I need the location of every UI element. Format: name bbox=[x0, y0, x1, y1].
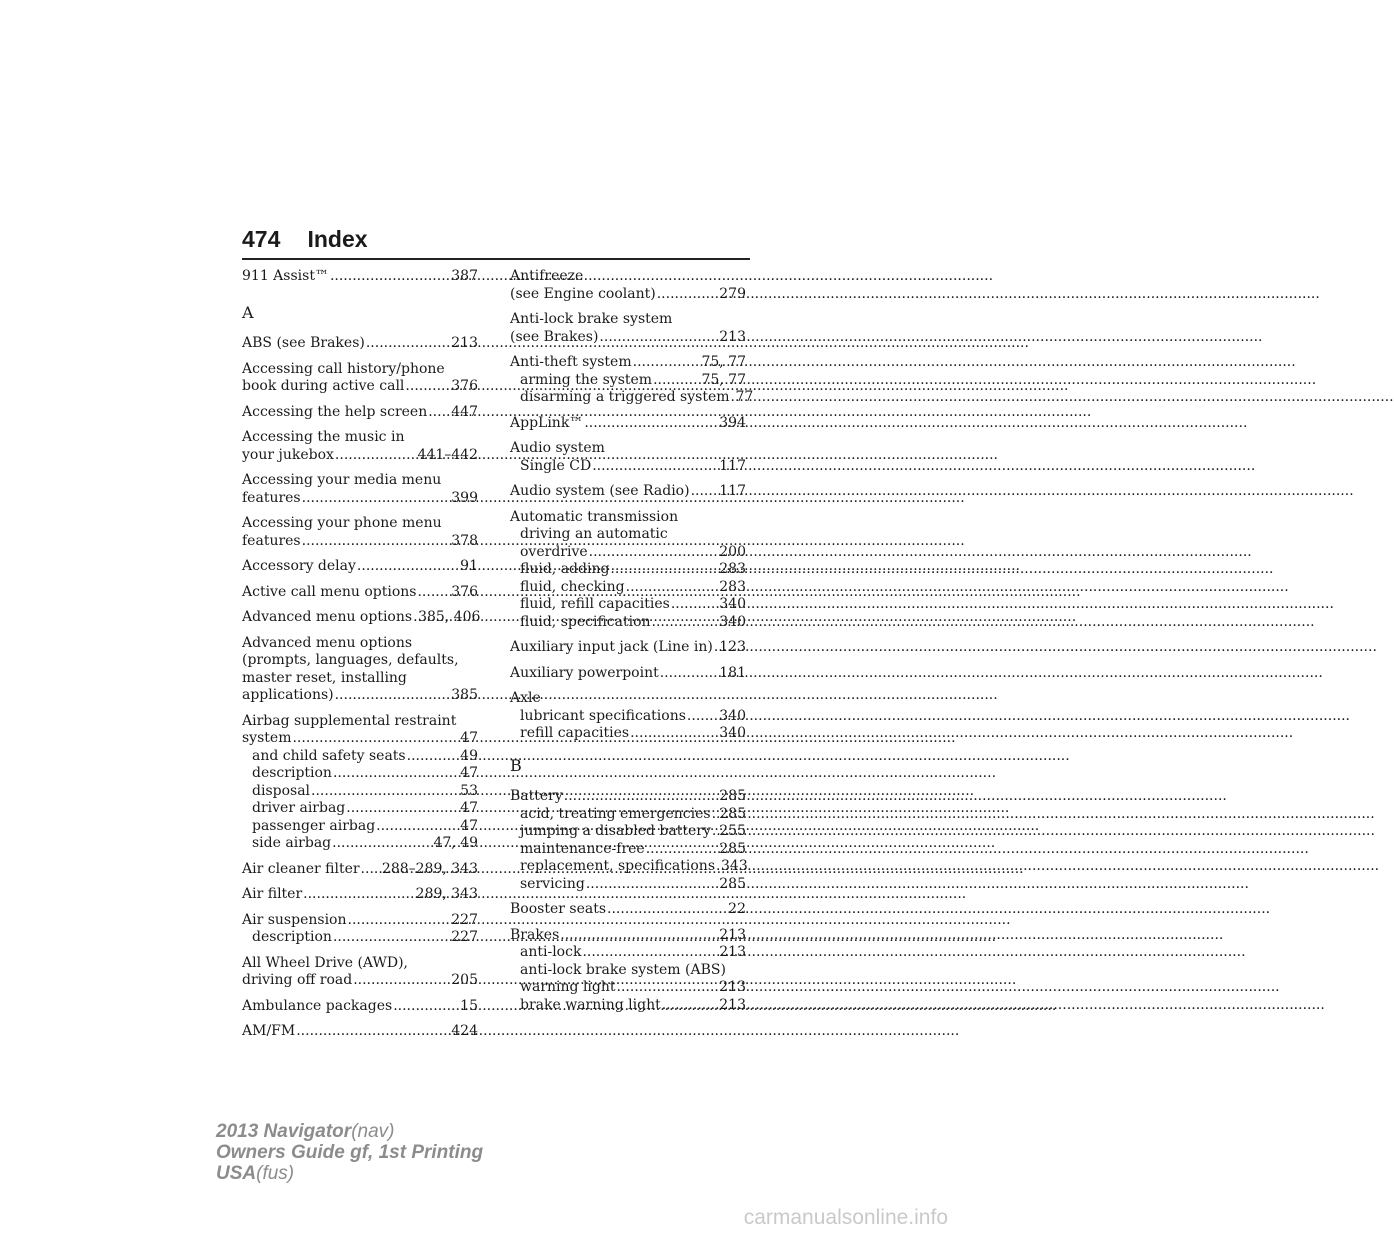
watermark: carmanualsonline.info bbox=[743, 1206, 948, 1229]
entry-text: Brakes bbox=[510, 926, 560, 943]
page-reference: 75, 77 bbox=[701, 371, 746, 388]
page-reference: 385, 406 bbox=[418, 609, 481, 625]
index-subentry-line bbox=[510, 708, 746, 726]
index-entry-line bbox=[510, 788, 746, 806]
entry-text: fluid, checking bbox=[520, 578, 625, 595]
index-subentry-line bbox=[242, 929, 478, 947]
index-entry bbox=[242, 335, 478, 353]
dot-leader bbox=[335, 687, 451, 705]
page-reference: 213 bbox=[719, 944, 746, 960]
index-subentry-line bbox=[510, 962, 746, 980]
index-entry bbox=[242, 584, 478, 602]
page-reference: 22 bbox=[728, 901, 746, 917]
entry-text: fluid, specification bbox=[520, 613, 651, 630]
index-entry bbox=[510, 665, 746, 683]
index-entry-line bbox=[510, 329, 746, 347]
index-entry bbox=[242, 609, 481, 627]
dot-leader bbox=[607, 901, 727, 919]
entry-text: side airbag bbox=[252, 835, 332, 851]
index-entry bbox=[510, 901, 746, 919]
entry-text: your jukebox bbox=[242, 446, 334, 463]
index-entry bbox=[510, 927, 746, 1015]
index-entry-line bbox=[510, 440, 746, 458]
index-entry-line bbox=[510, 354, 746, 372]
entry-text: book during active call bbox=[242, 378, 405, 394]
index-entry-line bbox=[510, 415, 746, 433]
dot-leader bbox=[292, 730, 459, 748]
index-entry bbox=[242, 886, 478, 904]
entry-text: passenger airbag bbox=[252, 817, 376, 834]
dot-leader bbox=[716, 858, 720, 876]
entry-text: Accessing call history/phone bbox=[242, 360, 445, 377]
index-subentry-line bbox=[510, 823, 746, 841]
index-entry bbox=[242, 404, 478, 422]
entry-text: AM/FM bbox=[242, 1023, 296, 1039]
page-reference: 279 bbox=[719, 285, 746, 302]
index-entry-line bbox=[510, 483, 746, 501]
dot-leader bbox=[366, 335, 450, 353]
index-column-left bbox=[242, 268, 481, 1049]
dot-leader bbox=[311, 783, 459, 801]
index-entry-line bbox=[242, 670, 478, 688]
dot-leader bbox=[586, 876, 718, 894]
entry-text: Auxiliary powerpoint bbox=[510, 664, 659, 681]
page-reference: 441–442 bbox=[417, 446, 478, 463]
dot-leader bbox=[653, 372, 700, 390]
entry-text: Auxiliary input jack (Line in) bbox=[510, 639, 713, 655]
dot-leader bbox=[712, 806, 719, 824]
index-entry-line bbox=[510, 927, 746, 945]
index-entry bbox=[242, 713, 478, 853]
entry-text: Battery bbox=[510, 788, 563, 804]
index-subentry-line bbox=[510, 725, 746, 743]
index-entry-line bbox=[242, 378, 478, 396]
dot-leader bbox=[330, 268, 450, 286]
dot-leader bbox=[657, 286, 719, 304]
page-header bbox=[242, 226, 750, 253]
page-reference: 343 bbox=[721, 858, 748, 874]
dot-leader bbox=[428, 404, 450, 422]
index-subentry-line bbox=[242, 800, 478, 818]
index-entry bbox=[510, 690, 746, 743]
page-reference: 227 bbox=[451, 911, 478, 928]
page-reference: 285 bbox=[719, 840, 746, 857]
entry-text: description bbox=[252, 929, 332, 945]
index-entry bbox=[510, 311, 746, 346]
entry-text: jumping a disabled battery bbox=[520, 823, 711, 839]
entry-text: warning light bbox=[520, 979, 616, 995]
entry-text: servicing bbox=[520, 875, 585, 892]
index-entry bbox=[510, 483, 746, 501]
page-reference: 47, 49 bbox=[433, 835, 478, 851]
dot-leader bbox=[348, 912, 451, 930]
page-reference: 117 bbox=[719, 483, 746, 499]
entry-text: Air suspension bbox=[242, 911, 347, 928]
index-entry-line bbox=[510, 286, 746, 304]
dot-leader bbox=[302, 533, 451, 551]
index-entry bbox=[510, 440, 746, 475]
index-entry bbox=[242, 998, 478, 1016]
entry-text: Accessing the music in bbox=[242, 429, 405, 445]
index-entry-line bbox=[242, 1023, 478, 1041]
index-entry bbox=[510, 639, 746, 657]
index-entry bbox=[242, 635, 478, 705]
index-entry-line bbox=[242, 268, 478, 286]
page-reference: 387 bbox=[451, 268, 478, 284]
entry-text: (see Brakes) bbox=[510, 328, 599, 345]
dot-leader bbox=[626, 579, 719, 597]
index-entry bbox=[242, 558, 478, 576]
index-entry-line bbox=[510, 690, 746, 708]
index-entry-line bbox=[242, 515, 478, 533]
entry-text: fluid, refill capacities bbox=[520, 596, 670, 612]
entry-text: Accessing your media menu bbox=[242, 472, 442, 488]
index-subentry-line bbox=[242, 765, 478, 783]
entry-text: Advanced menu options bbox=[242, 634, 413, 651]
entry-text: Audio system (see Radio) bbox=[510, 483, 690, 499]
entry-text: Accessing your phone menu bbox=[242, 515, 442, 531]
page-reference: 123 bbox=[719, 639, 746, 655]
entry-text: features bbox=[242, 532, 301, 549]
page-title: Index bbox=[307, 226, 368, 252]
index-entry-line bbox=[242, 861, 478, 879]
entry-text: disposal bbox=[252, 782, 311, 799]
page-reference: 47 bbox=[460, 765, 478, 781]
entry-text: (see Engine coolant) bbox=[510, 285, 656, 302]
entry-text: Ambulance packages bbox=[242, 997, 393, 1014]
index-entry bbox=[510, 415, 746, 433]
page-reference: 283 bbox=[719, 578, 746, 595]
index-entry-line bbox=[242, 472, 478, 490]
page-reference: 376 bbox=[451, 583, 478, 600]
index-subentry-line bbox=[510, 561, 746, 579]
entry-text: Accessory delay bbox=[242, 558, 356, 574]
index-entry-line bbox=[510, 665, 746, 683]
index-entry-line bbox=[242, 361, 478, 379]
page-reference: 285 bbox=[719, 788, 746, 804]
index-entry-line bbox=[242, 533, 478, 551]
index-entry-line bbox=[242, 584, 478, 602]
dot-leader bbox=[413, 609, 417, 627]
entry-text: features bbox=[242, 489, 301, 506]
dot-leader bbox=[610, 561, 718, 579]
dot-leader bbox=[335, 447, 417, 465]
dot-leader bbox=[662, 997, 719, 1015]
dot-leader bbox=[302, 490, 451, 508]
index-subentry-line bbox=[510, 841, 746, 859]
dot-leader bbox=[660, 665, 719, 683]
dot-leader bbox=[393, 998, 459, 1016]
entry-text: maintenance-free bbox=[520, 840, 645, 857]
page-reference: 285 bbox=[719, 875, 746, 892]
index-entry-line bbox=[242, 972, 478, 990]
index-subentry-line bbox=[510, 596, 746, 614]
index-entry-line bbox=[242, 730, 478, 748]
entry-text: brake warning light bbox=[520, 996, 661, 1013]
entry-text: refill capacities bbox=[520, 725, 630, 741]
section-letter: B bbox=[510, 755, 522, 775]
index-subentry-line bbox=[510, 944, 746, 962]
page-reference: 447 bbox=[451, 403, 478, 420]
page-reference: 15 bbox=[460, 997, 478, 1014]
page-reference: 205 bbox=[451, 972, 478, 988]
entry-text: acid, treating emergencies bbox=[520, 805, 711, 822]
index-column-right bbox=[510, 268, 754, 1022]
index-entry-line bbox=[510, 901, 746, 919]
page-reference: 47 bbox=[460, 730, 478, 746]
index-subentry-line bbox=[510, 858, 746, 876]
index-subentry-line bbox=[242, 783, 478, 801]
page-reference: 181 bbox=[719, 664, 746, 681]
dot-leader bbox=[589, 544, 719, 562]
index-entry bbox=[242, 515, 478, 550]
dot-leader bbox=[731, 389, 735, 407]
entry-text: Booster seats bbox=[510, 901, 607, 917]
page-reference: 91 bbox=[460, 558, 478, 574]
index-subentry-line bbox=[510, 544, 746, 562]
index-entry-line bbox=[242, 912, 478, 930]
dot-leader bbox=[361, 861, 381, 879]
index-entry-line bbox=[242, 558, 478, 576]
page-reference: 213 bbox=[719, 979, 746, 995]
page-reference: 424 bbox=[451, 1023, 478, 1039]
dot-leader bbox=[633, 354, 701, 372]
index-entry-line bbox=[242, 886, 478, 904]
header-rule bbox=[242, 258, 750, 260]
index-entry bbox=[242, 955, 478, 990]
dot-leader bbox=[332, 835, 432, 853]
entry-text: driving an automatic bbox=[520, 526, 668, 542]
page-reference: 227 bbox=[451, 929, 478, 945]
footer-line-2: Owners Guide gf, 1st Printing bbox=[216, 1142, 484, 1163]
index-subentry-line bbox=[510, 876, 746, 894]
entry-text: Accessing the help screen bbox=[242, 403, 428, 420]
entry-text: ABS (see Brakes) bbox=[242, 335, 365, 351]
page-reference: 213 bbox=[719, 328, 746, 345]
index-subentry-line bbox=[510, 526, 746, 544]
index-entry bbox=[242, 429, 478, 464]
index-entry bbox=[510, 268, 746, 303]
index-entry-line bbox=[242, 335, 478, 353]
entry-text: Anti-lock brake system bbox=[510, 311, 673, 327]
index-subentry-line bbox=[510, 579, 746, 597]
dot-leader bbox=[405, 378, 450, 396]
entry-text: and child safety seats bbox=[252, 747, 406, 764]
page-reference: 213 bbox=[719, 926, 746, 943]
dot-leader bbox=[346, 800, 459, 818]
page-reference: 376 bbox=[451, 378, 478, 394]
dot-leader bbox=[417, 584, 450, 602]
page-reference: 340 bbox=[719, 707, 746, 724]
dot-leader bbox=[714, 639, 718, 657]
index-entry bbox=[242, 1023, 478, 1041]
entry-text: Audio system bbox=[510, 440, 605, 456]
dot-leader bbox=[599, 329, 718, 347]
index-subentry-line bbox=[242, 835, 478, 853]
entry-text: Axle bbox=[510, 690, 541, 706]
page-reference: 283 bbox=[719, 561, 746, 577]
page-reference: 53 bbox=[460, 782, 478, 799]
entry-text: master reset, installing bbox=[242, 669, 407, 686]
index-entry bbox=[510, 788, 746, 893]
index-subentry-line bbox=[242, 818, 478, 836]
dot-leader bbox=[564, 788, 718, 806]
index-subentry-line bbox=[510, 389, 754, 407]
entry-text: All Wheel Drive (AWD), bbox=[242, 954, 408, 971]
entry-text: driver airbag bbox=[252, 800, 346, 816]
entry-text: lubricant specifications bbox=[520, 707, 686, 724]
footer-line-1: 2013 Navigator(nav) bbox=[216, 1121, 395, 1142]
dot-leader bbox=[333, 929, 450, 947]
index-entry bbox=[242, 861, 478, 879]
index-entry bbox=[242, 268, 478, 286]
page-reference: 385 bbox=[451, 687, 478, 703]
entry-text: Active call menu options bbox=[242, 583, 417, 600]
page-reference: 75, 77 bbox=[701, 354, 746, 370]
page-reference: 340 bbox=[719, 725, 746, 741]
index-entry-line bbox=[242, 713, 478, 731]
entry-text: replacement, specifications bbox=[520, 858, 716, 874]
dot-leader bbox=[630, 725, 718, 743]
page-reference: 200 bbox=[719, 543, 746, 560]
entry-text: system bbox=[242, 730, 292, 746]
dot-leader bbox=[296, 1023, 450, 1041]
entry-text: disarming a triggered system bbox=[520, 389, 730, 405]
index-entry-line bbox=[242, 998, 478, 1016]
entry-text: (prompts, languages, defaults, bbox=[242, 652, 459, 668]
dot-leader bbox=[376, 818, 459, 836]
index-subentry-line bbox=[242, 748, 478, 766]
page-reference: 340 bbox=[719, 613, 746, 630]
index-entry-line bbox=[242, 447, 478, 465]
entry-text: fluid, adding bbox=[520, 561, 610, 577]
index-entry-line bbox=[242, 687, 478, 705]
page-reference: 47 bbox=[460, 800, 478, 816]
index-entry bbox=[510, 354, 754, 407]
index-subentry-line bbox=[510, 372, 746, 390]
entry-text: anti-lock bbox=[520, 944, 582, 960]
page-reference: 49 bbox=[460, 747, 478, 764]
dot-leader bbox=[357, 558, 459, 576]
page-reference: 399 bbox=[451, 489, 478, 506]
index-subentry-line bbox=[510, 806, 746, 824]
dot-leader bbox=[407, 748, 460, 766]
index-entry-line bbox=[510, 509, 746, 527]
entry-text: anti-lock brake system (ABS) bbox=[520, 961, 726, 978]
index-entry-line bbox=[510, 639, 746, 657]
entry-text: Automatic transmission bbox=[510, 508, 679, 525]
page-reference: 77 bbox=[735, 389, 754, 405]
index-entry-line bbox=[242, 404, 478, 422]
entry-text: Air filter bbox=[242, 886, 303, 902]
dot-leader bbox=[646, 841, 719, 859]
dot-leader bbox=[687, 708, 718, 726]
dot-leader bbox=[617, 979, 719, 997]
entry-text: arming the system bbox=[520, 371, 653, 388]
index-subentry-line bbox=[510, 979, 746, 997]
entry-text: Antifreeze bbox=[510, 268, 584, 284]
index-entry-line bbox=[242, 635, 478, 653]
entry-text: Single CD bbox=[520, 457, 592, 474]
page-reference: 394 bbox=[719, 414, 746, 431]
dot-leader bbox=[592, 458, 718, 476]
index-entry bbox=[510, 509, 746, 632]
dot-leader bbox=[671, 596, 718, 614]
index-entry bbox=[242, 361, 478, 396]
page-reference: 378 bbox=[451, 532, 478, 549]
entry-text: Advanced menu options bbox=[242, 609, 413, 625]
index-entry bbox=[242, 472, 478, 507]
page-reference: 288–289, 343 bbox=[381, 860, 478, 877]
dot-leader bbox=[584, 415, 718, 433]
entry-text: 911 Assist™ bbox=[242, 268, 329, 284]
dot-leader bbox=[303, 886, 415, 904]
page-reference: 213 bbox=[451, 335, 478, 351]
index-subentry-line bbox=[510, 997, 746, 1015]
dot-leader bbox=[691, 483, 719, 501]
page-reference: 285 bbox=[719, 805, 746, 822]
section-letter: A bbox=[242, 302, 254, 322]
page-reference: 47 bbox=[460, 817, 478, 834]
entry-text: overdrive bbox=[520, 543, 588, 560]
page-reference: 117 bbox=[719, 457, 746, 474]
index-entry-line bbox=[242, 652, 478, 670]
page-reference: 213 bbox=[719, 996, 746, 1013]
dot-leader bbox=[652, 614, 719, 632]
index-entry-line bbox=[242, 609, 481, 627]
page-reference: 340 bbox=[719, 596, 746, 612]
index-entry-line bbox=[242, 490, 478, 508]
entry-text: description bbox=[252, 765, 332, 781]
entry-text: Air cleaner filter bbox=[242, 860, 360, 877]
index-entry-line bbox=[510, 311, 746, 329]
entry-text: driving off road bbox=[242, 972, 353, 988]
entry-text: Anti-theft system bbox=[510, 354, 632, 370]
page-number: 474 bbox=[242, 226, 281, 252]
document-footer bbox=[216, 1121, 483, 1184]
index-subentry-line bbox=[510, 614, 746, 632]
entry-text: applications) bbox=[242, 687, 334, 703]
dot-leader bbox=[712, 823, 718, 841]
footer-line-3: USA(fus) bbox=[216, 1163, 295, 1184]
index-entry bbox=[242, 912, 478, 947]
index-entry-line bbox=[510, 268, 746, 286]
dot-leader bbox=[333, 765, 459, 783]
dot-leader bbox=[353, 972, 450, 990]
index-subentry-line bbox=[510, 458, 746, 476]
entry-text: Airbag supplemental restraint bbox=[242, 712, 457, 729]
page-reference: 255 bbox=[719, 823, 746, 839]
entry-text: AppLink™ bbox=[510, 414, 584, 431]
index-entry-line bbox=[242, 955, 478, 973]
dot-leader bbox=[582, 944, 718, 962]
dot-leader bbox=[560, 927, 718, 945]
index-entry-line bbox=[242, 429, 478, 447]
page-reference: 289, 343 bbox=[415, 886, 478, 902]
